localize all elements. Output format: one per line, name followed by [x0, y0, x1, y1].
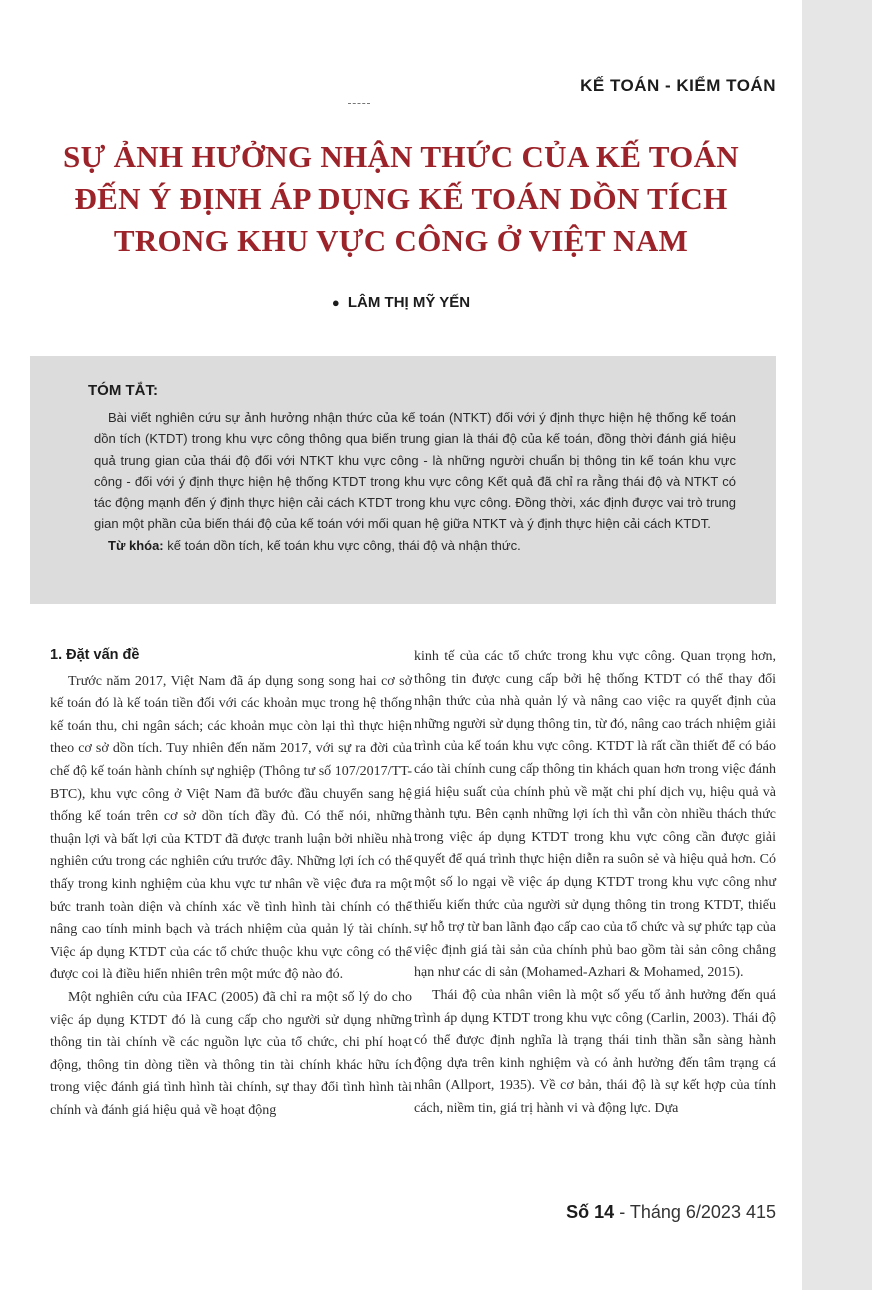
page-footer [566, 1202, 776, 1223]
abstract-heading: TÓM TẮT: [88, 382, 158, 399]
bullet-icon: ● [331, 295, 340, 310]
right-column [414, 646, 776, 1120]
article-title: SỰ ẢNH HƯỞNG NHẬN THỨC CỦA KẾ TOÁN ĐẾN Ý ĐỊNH ÁP DỤNG KẾ TOÁN DỒN TÍCH TRONG KHU VỰC CÔNG Ở VIỆT NAM [63, 139, 739, 258]
page-edge-strip [802, 0, 872, 1290]
author-name: LÂM THỊ MỸ YẾN [347, 294, 471, 311]
section-heading: 1. Đặt vấn đề [50, 647, 140, 663]
paragraph: Một nghiên cứu của IFAC (2005) đã chỉ ra một số lý do cho việc áp dụng KTDT đó là cung cấp cho người sử dụng những thông tin tài chính về các nguồn lực của tổ chức, chi phí hoạt động, thông tin dòng tiền và thông tin tài chính khác hữu ích trong việc đánh giá tình hình tài chính, sự thay đổi tình hình tài chính và đánh giá hiệu quả về hoạt động [50, 989, 412, 1118]
paragraph: Trước năm 2017, Việt Nam đã áp dụng song song hai cơ sở kế toán đó là kế toán tiền đối với các khoản mục trong hệ thống kế toán thu, chi ngân sách; các khoản mục còn lại thì thực hiện theo cơ sở dồn tích. Tuy nhiên đến năm 2017, với sự ra đời của chế độ kế toán hành chính sự nghiệp (Thông tư số 107/2017/TT-BTC), khu vực công ở Việt Nam đã bước đầu chuyển sang hệ thống kế toán trên cơ sở dồn tích đầy đủ. Có thể nói, những thuận lợi và bất lợi của KTDT đã được tranh luận bởi nhiều nhà nghiên cứu trong các nghiên cứu trước đây. Những lợi ích có thể thấy trong kinh nghiệm của khu vực tư nhân về việc đưa ra một bức tranh toàn diện và chính xác về tình hình tài chính có thể nâng cao tính minh bạch và trách nhiệm của quản lý tài chính. Việc áp dụng KTDT của các tổ chức thuộc khu vực công có thể được coi là điều hiển nhiên trên một mức độ nào đó. [50, 673, 412, 983]
paragraph: kinh tế của các tổ chức trong khu vực công. Quan trọng hơn, thông tin được cung cấp bởi hệ thống KTDT có thể thay đổi nhận thức của nhà quản lý và nâng cao việc ra quyết định của những người sử dụng thông tin, từ đó, nâng cao trách nhiệm giải trình của kế toán khu vực công. KTDT là rất cần thiết để có báo cáo tài chính cung cấp thông tin khách quan hơn trong việc đánh giá hiệu suất của chính phủ về mặt chi phí dịch vụ, hiệu quả và thành tựu. Bên cạnh những lợi ích thì vẫn còn nhiều thách thức trong việc áp dụng KTDT trong khu vực công cần được giải quyết để quá trình thực hiện diễn ra suôn sẻ và hiệu quả hơn. Có một số lo ngại về việc áp dụng KTDT trong khu vực công như thiếu kiến thức của người sử dụng thông tin trong KTDT, thiếu sự hỗ trợ từ ban lãnh đạo cấp cao của tổ chức và sự phức tạp của việc định giá tài sản của chính phủ bao gồm tài sản công chẳng hạn như các di sản (Mohamed-Azhari & Mohamed, 2015). [414, 649, 776, 981]
dash-mark [348, 103, 370, 104]
keywords-label: Từ khóa: [108, 537, 164, 553]
page-number: 415 [745, 1202, 776, 1222]
paragraph: Thái độ của nhân viên là một số yếu tố ảnh hưởng đến quá trình áp dụng KTDT trong khu vực công (Carlin, 2003). Thái độ có thể được định nghĩa là trạng thái tinh thần sẵn sàng hành động dựa trên kinh nghiệm và có ảnh hưởng đến tâm trạng cá nhân (Allport, 1935). Về cơ bản, thái độ là sự kết hợp của tính cách, niềm tin, giá trị hành vi và động lực. Dựa [414, 987, 776, 1116]
issue-label: Số 14 [566, 1202, 615, 1222]
abstract-body: Bài viết nghiên cứu sự ảnh hưởng nhận thức của kế toán (NTKT) đối với ý định thực hiện hệ thống kế toán dồn tích (KTDT) trong khu vực công thông qua biến trung gian là thái độ của kế toán, đồng thời đánh giá hiệu quả trung gian của thái độ đối với NTKT khu vực công - là những người chuẩn bị thông tin kế toán khu vực công - đối với ý định thực hiện hệ thống KTDT trong khu vực công Kết quả đã chỉ ra rằng thái độ và NTKT có tác động mạnh đến ý định thực hiện cải cách KTDT trong khu vực công. Đồng thời, xác định được vai trò trung gian một phần của biến thái độ của kế toán với mối quan hệ giữa NTKT và ý định thực hiện cải cách KTDT. [94, 410, 736, 532]
left-column [50, 640, 412, 1122]
abstract-box [30, 356, 776, 604]
keywords-line [94, 535, 736, 556]
keywords-text: kế toán dồn tích, kế toán khu vực công, thái độ và nhận thức. [167, 537, 521, 553]
author-line [0, 294, 802, 311]
issue-date: - Tháng 6/2023 [614, 1202, 746, 1222]
section-label: KẾ TOÁN - KIỂM TOÁN [580, 76, 776, 95]
